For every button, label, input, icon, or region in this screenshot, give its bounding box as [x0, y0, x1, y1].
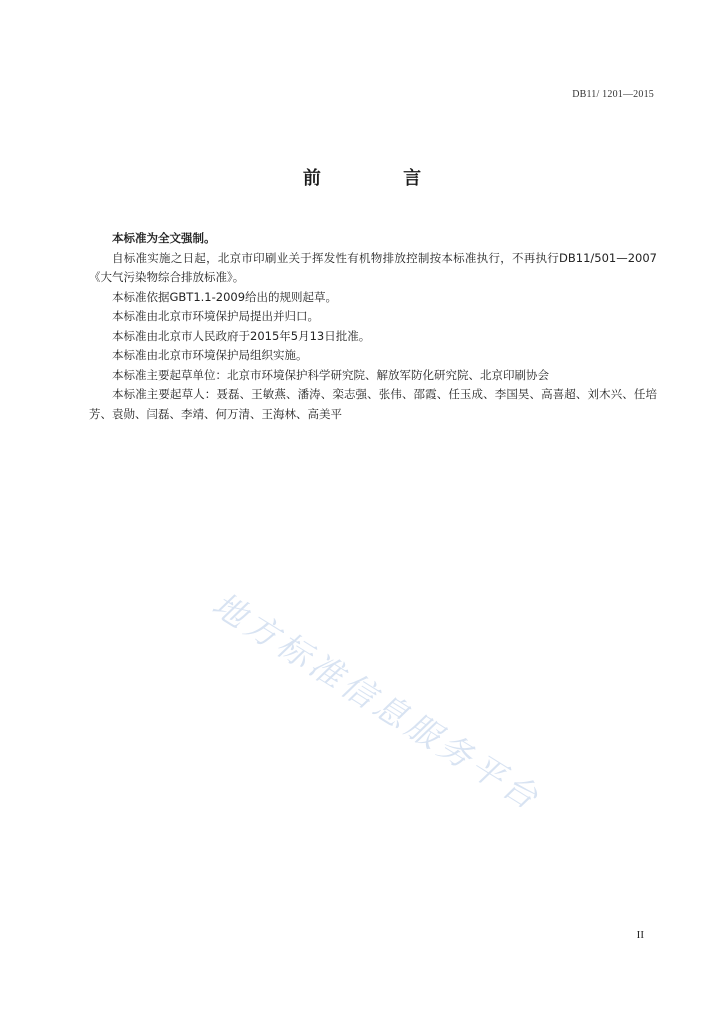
paragraph-drafting-units: 本标准主要起草单位：北京市环境保护科学研究院、解放军防化研究院、北京印刷协会 — [112, 367, 549, 382]
paragraph-proposer: 本标准由北京市环境保护局提出并归口。 — [112, 309, 319, 323]
foreword-body — [89, 229, 657, 424]
paragraph-implementation: 自标准实施之日起，北京市印刷业关于挥发性有机物排放控制按本标准执行，不再执行DB11/501—2007《大气污染物综合排放标准》。 — [89, 250, 657, 284]
paragraph-implementer: 本标准由北京市环境保护局组织实施。 — [112, 348, 308, 362]
paragraph-drafters: 本标准主要起草人：聂磊、王敏燕、潘涛、栾志强、张伟、邵霞、任玉成、李国昊、高喜超、刘木兴、任培芳、袁勋、闫磊、李靖、何万清、王海林、高美平 — [89, 387, 657, 421]
paragraph-approval: 本标准由北京市人民政府于2015年5月13日批准。 — [112, 328, 371, 343]
watermark: 地方标准信息服务平台 — [205, 584, 549, 819]
page-number: II — [636, 929, 644, 941]
paragraph-mandatory-notice: 本标准为全文强制。 — [112, 231, 216, 245]
paragraph-drafting-rules: 本标准依据GBT1.1-2009给出的规则起草。 — [112, 289, 338, 304]
standard-code: DB11/ 1201—2015 — [572, 89, 654, 100]
section-title: 前 言 — [302, 168, 460, 189]
